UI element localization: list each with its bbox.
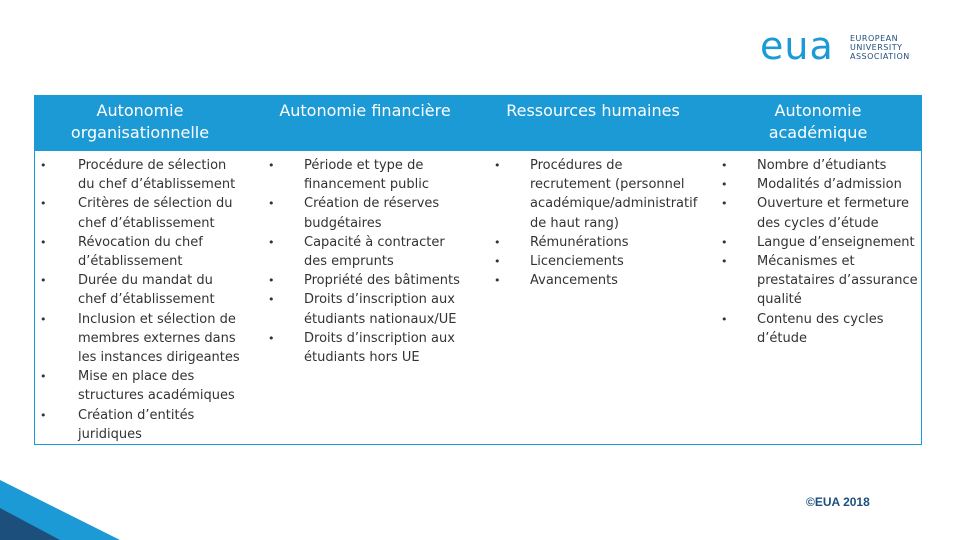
list-item: • Procédures de recrutement (personnel académique/administratif de haut rang) [494, 158, 698, 231]
list-item: • Propriété des bâtiments [268, 273, 460, 289]
column-organisational [40, 156, 243, 444]
list-financial [268, 156, 466, 367]
list-item: • Contenu des cycles d’étude [721, 311, 884, 346]
list-item: • Durée du mandat du chef d’établissement [40, 273, 215, 308]
list-hr [494, 156, 698, 290]
list-item: • Modalités d’admission [721, 177, 902, 193]
list-item: • Procédure de sélection du chef d’établissement [40, 158, 236, 193]
column-academic [721, 156, 919, 348]
list-academic [721, 156, 919, 348]
logo-mark: eua [760, 24, 834, 68]
list-item: • Mécanismes et prestataires d’assurance qualité [721, 254, 918, 308]
list-item: • Capacité à contracter des emprunts [268, 234, 445, 270]
list-item: • Période et type de financement public [268, 158, 430, 193]
list-item: • Création d’entités juridiques [40, 407, 195, 442]
list-item: • Droits d’inscription aux étudiants hors UE [268, 330, 455, 366]
header-financial: Autonomie financière [279, 101, 451, 120]
header-academic: Autonomie académique [768, 101, 868, 142]
autonomy-table [34, 95, 922, 445]
logo-line-1: EUROPEAN [850, 34, 899, 43]
footer-decoration [0, 480, 130, 540]
list-item: • Droits d’inscription aux étudiants nationaux/UE [268, 292, 457, 327]
header-hr: Ressources humaines [506, 101, 680, 120]
column-financial [268, 156, 466, 367]
logo-line-2: UNIVERSITY [850, 43, 903, 52]
list-item: • Langue d’enseignement [721, 234, 915, 250]
logo-line-3: ASSOCIATION [850, 52, 910, 61]
list-item: • Rémunérations [494, 234, 629, 250]
list-item: • Mise en place des structures académiques [40, 369, 235, 404]
list-item: • Création de réserves budgétaires [268, 196, 440, 231]
logo-text [850, 34, 910, 61]
list-item: • Avancements [494, 273, 618, 289]
list-item: • Licenciements [494, 254, 624, 270]
list-item: • Ouverture et fermeture des cycles d’étude [721, 196, 910, 231]
header-organisational: Autonomie organisationnelle [70, 101, 210, 142]
copyright-text: ©EUA 2018 [806, 495, 870, 509]
list-item: • Nombre d’étudiants [721, 158, 887, 173]
list-item: • Critères de sélection du chef d’établissement [40, 196, 233, 231]
column-hr [494, 156, 698, 290]
list-item: • Inclusion et sélection de membres externes dans les instances dirigeantes [40, 311, 240, 366]
list-item: • Révocation du chef d’établissement [40, 234, 203, 270]
list-organisational [40, 156, 243, 444]
